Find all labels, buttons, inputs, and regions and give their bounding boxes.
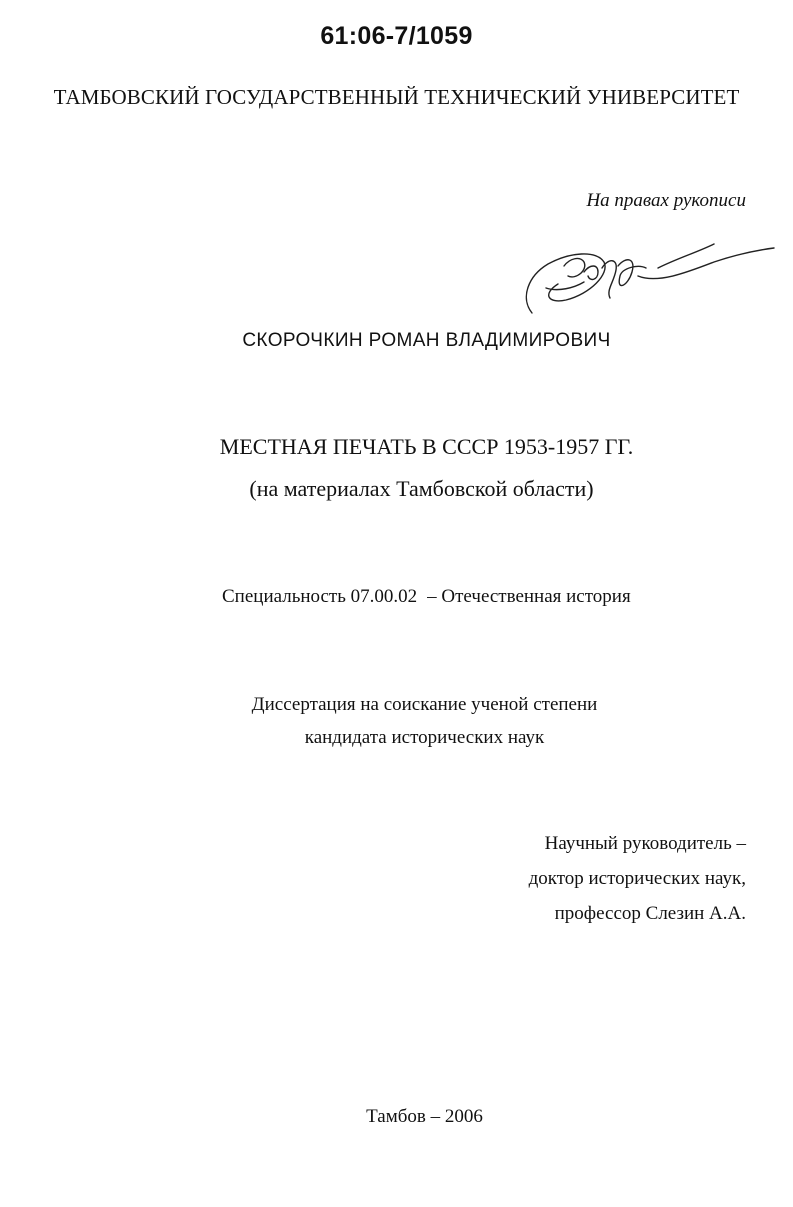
manuscript-rights-note: На правах рукописи (586, 190, 746, 211)
degree-statement-line-1: Диссертация на соискание ученой степени (251, 694, 598, 715)
degree-statement (0, 688, 793, 754)
specialty-name: – Отечественная история (427, 586, 631, 607)
specialty-code: Специальность 07.00.02 (222, 586, 418, 607)
supervisor-degree: доктор исторических наук, (528, 868, 746, 889)
supervisor-role: Научный руководитель – (544, 833, 746, 854)
dissertation-title: МЕСТНАЯ ПЕЧАТЬ В СССР 1953-1957 ГГ. (219, 434, 634, 459)
dissertation-subtitle: (на материалах Тамбовской области) (249, 476, 594, 501)
place-and-year: Тамбов – 2006 (366, 1106, 483, 1127)
supervisor-block (529, 826, 746, 931)
handwritten-signature (518, 228, 778, 318)
university-name: ТАМБОВСКИЙ ГОСУДАРСТВЕННЫЙ ТЕХНИЧЕСКИЙ УНИВЕРСИТЕТ (53, 85, 740, 109)
degree-statement-line-2: кандидата исторических наук (304, 727, 545, 748)
author-name: СКОРОЧКИН РОМАН ВЛАДИМИРОВИЧ (242, 330, 611, 351)
specialty-line (222, 586, 631, 608)
catalog-number: 61:06-7/1059 (320, 22, 473, 50)
supervisor-name: профессор Слезин А.А. (554, 903, 746, 924)
